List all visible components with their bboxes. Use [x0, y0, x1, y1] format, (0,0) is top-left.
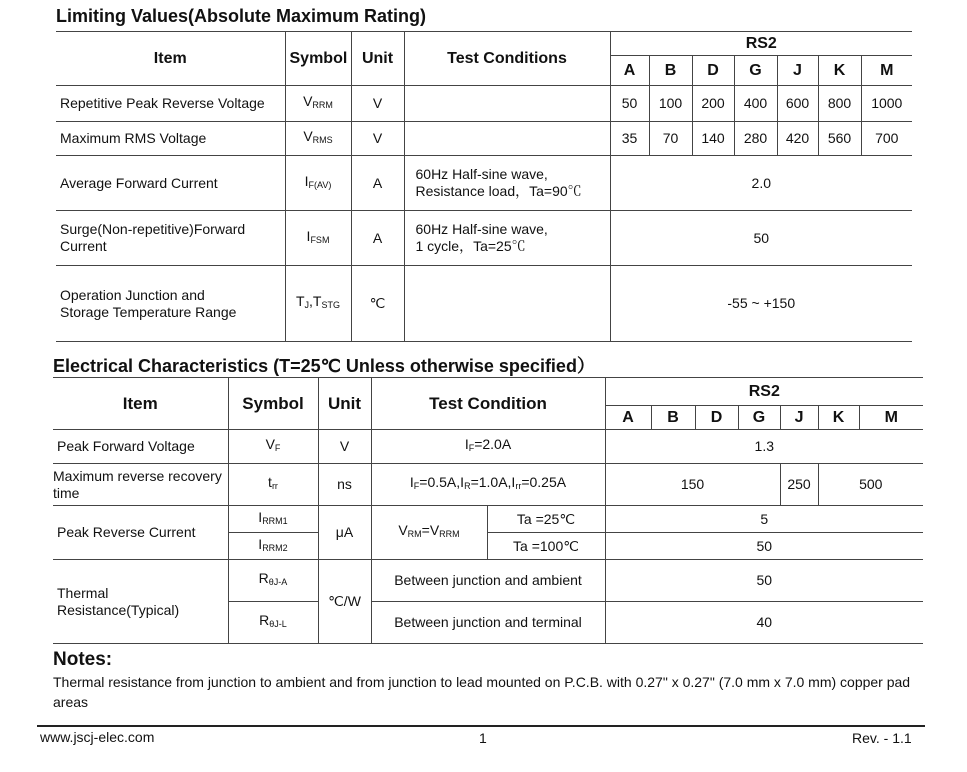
footer-page-number: 1: [479, 730, 487, 746]
condition-cell: $I_F=0.5A,I_R=1.0A,I_{rr}=0.25A$: [371, 464, 605, 506]
item-label: Repetitive Peak Reverse Voltage: [56, 86, 285, 122]
item-label: Maximum RMS Voltage: [56, 122, 285, 156]
grade-m: M: [861, 56, 912, 86]
grade-k: K: [818, 56, 861, 86]
condition-cell: $V_{RM}=V_{RRM}$: [371, 506, 487, 560]
value-cell: 2.0: [610, 156, 912, 211]
value-cell: 50: [605, 533, 923, 560]
condition-cell: [404, 86, 610, 122]
symbol-cell: $I_{RRM1}$: [228, 506, 318, 533]
value-cell: 200: [692, 86, 734, 122]
value-cell: 70: [649, 122, 692, 156]
table-row: [56, 86, 912, 122]
unit-cell: A: [351, 211, 404, 266]
table-row: [56, 211, 912, 266]
table-row: [56, 266, 912, 342]
value-cell: 50: [605, 560, 923, 602]
condition-cell: Between junction and ambient: [371, 560, 605, 602]
footer-website: www.jscj-elec.com: [40, 729, 155, 745]
unit-cell: ns: [318, 464, 371, 506]
value-cell: 280: [734, 122, 777, 156]
value-cell: 600: [777, 86, 818, 122]
value-cell: 400: [734, 86, 777, 122]
temperature-cell: Ta =25℃: [487, 506, 605, 533]
unit-cell: ℃/W: [318, 560, 371, 644]
symbol-cell: $V_{RMS}$: [285, 122, 351, 156]
footer-divider: [37, 725, 925, 727]
value-cell: 150: [605, 464, 780, 506]
grade-j: J: [780, 406, 818, 430]
grade-b: B: [649, 56, 692, 86]
grade-d: D: [692, 56, 734, 86]
value-cell: -55 ~ +150: [610, 266, 912, 342]
header-symbol: Symbol: [228, 378, 318, 430]
symbol-cell: $R_{\theta J-L}$: [228, 602, 318, 644]
grade-d: D: [695, 406, 738, 430]
header-test-condition: Test Condition: [371, 378, 605, 430]
unit-cell: ℃: [351, 266, 404, 342]
symbol-cell: $T_J,T_{STG}$: [285, 266, 351, 342]
grade-g: G: [738, 406, 780, 430]
header-item: Item: [56, 32, 285, 86]
header-rs2: RS2: [605, 378, 923, 406]
item-label: Surge(Non-repetitive)Forward Current: [56, 211, 285, 266]
item-label: Maximum reverse recovery time: [53, 464, 228, 506]
symbol-cell: $V_F$: [228, 430, 318, 464]
symbol-cell: $V_{RRM}$: [285, 86, 351, 122]
value-cell: 500: [818, 464, 923, 506]
value-cell: 35: [610, 122, 649, 156]
section1-title: Limiting Values(Absolute Maximum Rating): [56, 6, 427, 26]
temperature-cell: Ta =100℃: [487, 533, 605, 560]
header-rs2: RS2: [610, 32, 912, 56]
section2-title: Electrical Characteristics (T=25℃ Unless otherwise specified）: [53, 356, 595, 376]
unit-cell: A: [351, 156, 404, 211]
footer-revision: Rev. - 1.1: [852, 730, 912, 746]
header-test-conditions: Test Conditions: [404, 32, 610, 86]
value-cell: 700: [861, 122, 912, 156]
table-row: [53, 464, 923, 506]
limiting-values-table: [56, 31, 912, 342]
value-cell: 420: [777, 122, 818, 156]
value-cell: 100: [649, 86, 692, 122]
header-item: Item: [53, 378, 228, 430]
grade-g: G: [734, 56, 777, 86]
item-label: Peak Forward Voltage: [53, 430, 228, 464]
table-row: [53, 430, 923, 464]
notes-title: Notes:: [53, 649, 113, 670]
symbol-cell: $I_{RRM2}$: [228, 533, 318, 560]
header-unit: Unit: [318, 378, 371, 430]
value-cell: 140: [692, 122, 734, 156]
value-cell: 1000: [861, 86, 912, 122]
condition-cell: 60Hz Half-sine wave, Resistance load，Ta=90℃: [404, 156, 610, 211]
grade-m: M: [859, 406, 923, 430]
symbol-cell: $R_{\theta J-A}$: [228, 560, 318, 602]
notes-text: Thermal resistance from junction to ambient and from junction to lead mounted on P.C.B. with 0.27" x 0.27" (7.0 mm x 7.0 mm) copper pad areas: [53, 674, 911, 710]
condition-cell: Between junction and terminal: [371, 602, 605, 644]
value-cell: 250: [780, 464, 818, 506]
header-symbol: Symbol: [285, 32, 351, 86]
table-row: [56, 122, 912, 156]
value-cell: 50: [610, 211, 912, 266]
grade-b: B: [651, 406, 695, 430]
condition-cell: [404, 122, 610, 156]
symbol-cell: $t_{rr}$: [228, 464, 318, 506]
unit-cell: V: [318, 430, 371, 464]
value-cell: 800: [818, 86, 861, 122]
table-row: [56, 156, 912, 211]
value-cell: 40: [605, 602, 923, 644]
symbol-cell: $I_{FSM}$: [285, 211, 351, 266]
value-cell: 5: [605, 506, 923, 533]
grade-a: A: [605, 406, 651, 430]
unit-cell: μA: [318, 506, 371, 560]
item-label: Peak Reverse Current: [53, 506, 228, 560]
grade-a: A: [610, 56, 649, 86]
item-label: Operation Junction and Storage Temperature Range: [56, 266, 285, 342]
item-label: Thermal Resistance(Typical): [53, 560, 228, 644]
table-row: [53, 560, 923, 602]
unit-cell: V: [351, 122, 404, 156]
item-label: Average Forward Current: [56, 156, 285, 211]
unit-cell: V: [351, 86, 404, 122]
header-unit: Unit: [351, 32, 404, 86]
electrical-characteristics-table: [53, 377, 923, 644]
value-cell: 50: [610, 86, 649, 122]
table-row: [53, 506, 923, 533]
condition-cell: 60Hz Half-sine wave, 1 cycle，Ta=25℃: [404, 211, 610, 266]
condition-cell: [404, 266, 610, 342]
value-cell: 560: [818, 122, 861, 156]
condition-cell: $I_F=2.0A$: [371, 430, 605, 464]
symbol-cell: $I_{F(AV)}$: [285, 156, 351, 211]
grade-k: K: [818, 406, 859, 430]
grade-j: J: [777, 56, 818, 86]
value-cell: 1.3: [605, 430, 923, 464]
